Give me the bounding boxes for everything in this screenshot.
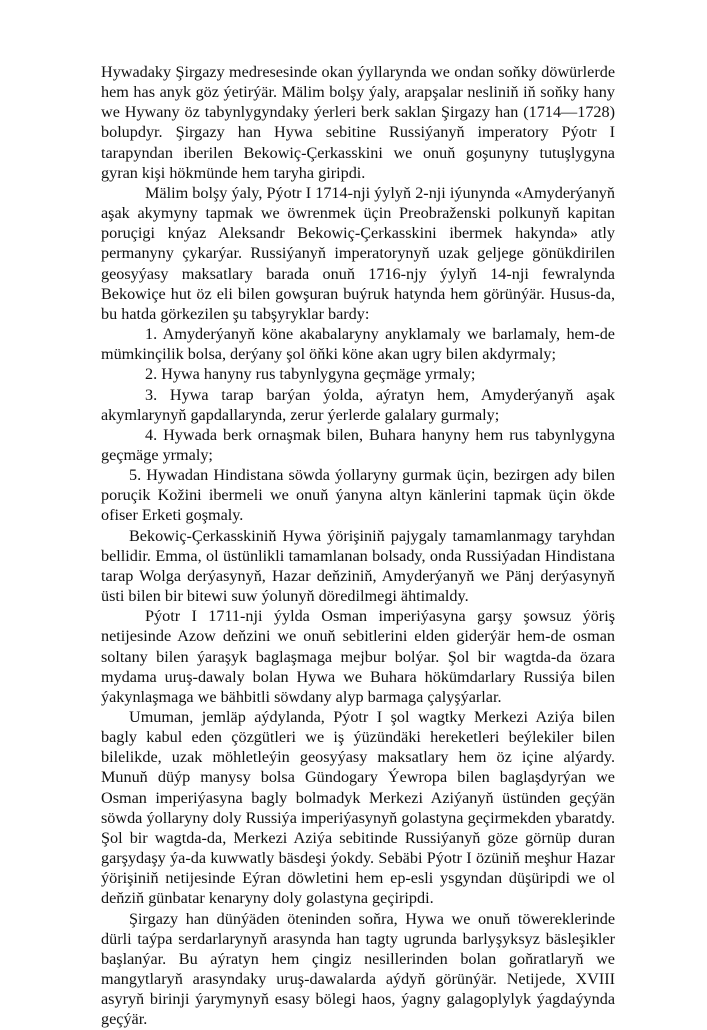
paragraph-ottoman-war: Pýotr I 1711-nji ýylda Osman imperiýasyna garşy şowsuz ýöriş netijesinde Azow deňzini we onuň sebitlerini elden giderýär hem-de osman soltany bilen ýaraşyk baglaşmaga mejbur bolýar. Şol bir wagtda-da özara mydama uruş-dawaly bolan Hywa we Buhara hökümdarlary Russiýa bilen ýakynlaşmaga we bähbitli söwdany alyp barmaga çalyşýarlar. [101, 607, 615, 706]
paragraph-summary: Umuman, jemläp aýdylanda, Pýotr I şol wagtky Merkezi Aziýa bilen bagly kabul eden çözgütleri we iş ýüzündäki hereketleri beýlekiler bilen bilelikde, uzak möhletleýin geosyýasy maksatlary hem öz içine alýardy. Munuň düýp manysy bolsa Gündogary Ýewropa bilen baglaşdyrýan we Osman imperiýasyna bagly bolmadyk Merkezi Aziýanyň üstünden geçýän söwda ýollaryny doly Russiýa imperiýasynyň golastyna geçirmekden ybaratdy. Şol bir wagtda-da, Merkezi Aziýa sebitinde Russiýanyň göze görnüp duran garşydaşy ýa-da kuwwatly bäsdeşi ýokdy. Sebäbi Pýotr I özüniň meşhur Hazar ýörişiniň netijesinde Eýran döwletini hem ep-esli ysgyndan düşüripdi we ol deňziň günbatar kenaryny doly golastyna geçiripdi. [101, 708, 615, 908]
list-item-5: 5. Hywadan Hindistana söwda ýollaryny gurmak üçin, bezirgen ady bilen poruçik Kožini ibermeli we onuň ýanyna altyn känlerini tapmak üçin ökde ofiser Erketi goşmaly. [101, 466, 615, 525]
list-item-1: 1. Amyderýanyň köne akabalaryny anyklamaly we barlamaly, hem-de mümkinçilik bolsa, derýany şol öňki köne akan ugry bilen akdyrmaly; [101, 325, 615, 364]
paragraph-intro: Hywadaky Şirgazy medresesinde okan ýyllarynda we ondan soňky döwürlerde hem has anyk göz ýetirýär. Mälim bolşy ýaly, arapşalar nesliniň iň soňky hany we Hywany öz tabynlygyndaky ýerleri berk saklan Şirgazy han (1714—1728) bolupdyr. Şirgazy han Hywa sebitine Russiýanyň imperatory Pýotr I tarapyndan iberilen Bekowiç-Çerkasskini we onuň goşunyny tutuşlygyna gyran kişi hökmünde hem taryha giripdi. [101, 63, 615, 182]
paragraph-decree: Mälim bolşy ýaly, Pýotr I 1714-nji ýylyň 2-nji iýunynda «Amyderýanyň aşak akymyny tapmak we öwrenmek üçin Preobraženski polkunyň kapitan poruçigi knýaz Aleksandr Bekowiç-Çerkasskini ibermek hakynda» atly permanyny çykarýar. Russiýanyň imperatorynyň uzak geljege gönükdirilen geosyýasy maksatlary barada onuň 1716-njy ýylyň 14-nji fewralynda Bekowiçe hut öz eli bilen gowşuran buýruk hatynda hem görünýär. Husus-da, bu hatda görkezilen şu tabşyryklar bardy: [101, 183, 615, 323]
paragraph-succession: Şirgazy han dünýäden öteninden soňra, Hywa we onuň töwereklerinde dürli taýpa serdarlarynyň arasynda han tagty ugrunda barlyşyksyz bäsleşikler başlanýar. Bu aýratyn hem çingiz nesillerinden bolan goňratlaryň we mangytlaryň arasyndaky uruş-dawalarda aýdyň görünýär. Netijede, XVIII asyryň birinji ýarymynyň esasy bölegi haos, ýagny galagoplylyk ýagdaýynda geçýär. [101, 909, 615, 1029]
list-item-4: 4. Hywada berk ornaşmak bilen, Buhara hanyny hem rus tabynlygyna geçmäge yrmaly; [101, 425, 615, 464]
list-item-2: 2. Hywa hanyny rus tabynlygyna geçmäge yrmaly; [145, 365, 476, 384]
list-item-3: 3. Hywa tarap barýan ýolda, aýratyn hem, Amyderýanyň aşak akymlarynyň gapdallarynda, zerur ýerlerde galalary gurmaly; [101, 385, 615, 424]
paragraph-expedition-outcome: Bekowiç-Çerkasskiniň Hywa ýörişiniň pajygaly tamamlanmagy taryhdan bellidir. Emma, ol üstünlikli tamamlanan bolsady, onda Russiýadan Hindistana tarap Wolga derýasynyň, Hazar deňziniň, Amyderýanyň we Pänj derýasynyň üsti bilen bir bitewi suw ýolunyň döredilmegi ähtimaldy. [101, 526, 615, 606]
